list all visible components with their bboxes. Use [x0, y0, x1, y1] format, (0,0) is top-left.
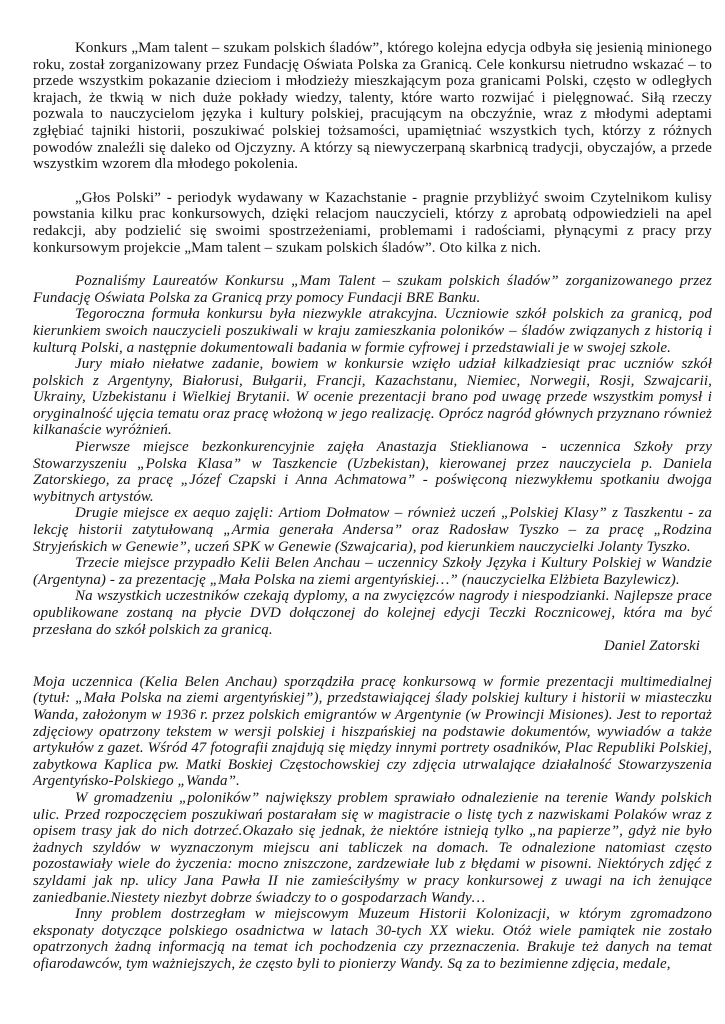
paragraph-first-place: Pierwsze miejsce bezkonkurencyjnie zajęła Anastazja Stieklianowa - uczennica Szkoły przy Stowarzyszeniu „Polska Klasa” w Taszkencie (Uzbekistan), kierowanej przez nauczyciela p. Daniela Zatorskiego, za pracę „Józef Czapski i Anna Achmatowa” - poświęconą niezwykłemu spotkaniu dwojga wybitnych artystów. [33, 439, 712, 505]
paragraph-prizes: Na wszystkich uczestników czekają dyplomy, a na zwycięzców nagrody i niespodzianki. Najlepsze prace opublikowane zostaną na płycie DVD dołączonej do kolejnej edycji Teczki Rocznicowej, która ma być przesłana do szkół polskich za granicą. [33, 588, 712, 638]
paragraph-intro: Konkurs „Mam talent – szukam polskich śladów”, którego kolejna edycja odbyła się jesienią minionego roku, został zorganizowany przez Fundację Oświata Polska za Granicą. Cele konkursu nietrudno wskazać – to przede wszystkim pokazanie dzieciom i młodzieży mieszkającym poza granicami Polski, często w odległych krajach, że tkwią w nich duże pokłady wiedzy, talenty, które warto rozwijać i pielęgnować. Siłą rzeczy pozwala to nauczycielom języka i kultury polskiej, pracującym na obczyźnie, wraz z młodymi adeptami zgłębiać tajniki historii, poszukiwać polskiej tożsamości, upamiętniać wszystkich tych, którzy z różnych powodów znaleźli się daleko od Ojczyzny. A którzy są niewyczerpaną skarbnicą tradycji, obyczajów, a przede wszystkim wzorem dla młodego pokolenia. [33, 40, 712, 173]
paragraph-jury: Jury miało niełatwe zadanie, bowiem w konkursie wzięło udział kilkadziesiąt prac uczniów szkół polskich z Argentyny, Białorusi, Bułgarii, Francji, Kazachstanu, Niemiec, Norwegii, Rosji, Szwajcarii, Ukrainy, Uzbekistanu i Wielkiej Brytanii. W ocenie prezentacji brano pod uwagę przede wszystkim pomysł i oryginalność ujęcia tematu oraz pracę włożoną w jego realizację. Oprócz nagród głównych przyznano również kilkanaście wyróżnień. [33, 356, 712, 439]
paragraph-third-place: Trzecie miejsce przypadło Kelii Belen Anchau – uczennicy Szkoły Języka i Kultury Polskiej w Wandzie (Argentyna) - za prezentację „Mała Polska na ziemi argentyńskiej…” (nauczycielka Elżbieta Bazylewicz). [33, 555, 712, 588]
paragraph-street-search: W gromadzeniu „poloników” największy problem sprawiało odnalezienie na terenie Wandy polskich ulic. Przed rozpoczęciem poszukiwań postarałam się w magistracie o listę tych z nazwiskami Polaków wraz z opisem trasy jak do nich dotrzeć.Okazało się jednak, że niektóre istnieją tylko „na papierze”, gdyż nie było żadnych szyldów w wyznaczonym miejscu ani tabliczek na domach. Te odnalezione natomiast często pozostawiały wiele do życzenia: mocno zniszczone, zardzewiałe lub z błędami w pisowni. Niektórych zdjęć z szyldami jak np. ulicy Jana Pawła II nie zamieściłyśmy w pracy konkursowej z uwagi na ich żenujące zaniedbanie.Niestety niezbyt dobrze świadczy to o gospodarzach Wandy… [33, 789, 712, 906]
paragraph-museum: Inny problem dostrzegłam w miejscowym Muzeum Historii Kolonizacji, w którym zgromadzono eksponaty dotyczące polskiego osadnictwa w latach 30-tych XX wieku. Otóż wiele pamiątek nie zostało opatrzonych żadną informacją na temat ich pochodzenia czy przeznaczenia. Brakuje też danych na temat ofiarodawców, tym ważniejszych, że często byli to pionierzy Wandy. Są za to bezimienne zdjęcia, medale, [33, 906, 712, 972]
paragraph-student-work: Moja uczennica (Kelia Belen Anchau) sporządziła pracę konkursową w formie prezentacji multimedialnej (tytuł: „Mała Polska na ziemi argentyńskiej”), przedstawiającej ślady polskiej kultury i historii w miasteczku Wanda, założonym w 1936 r. przez polskich emigrantów w Argentynie (w Prowincji Misiones). Jest to reportaż zdjęciowy opatrzony tekstem w wersji polskiej i hiszpańskiej na podstawie dokumentów, wywiadów a także artykułów z gazet. Wśród 47 fotografii znajdują się między innymi portrety osadników, Plac Republiki Polskiej, zabytkowa Kaplica pw. Matki Boskiej Częstochowskiej czy zdjęcia utrwalające działalność Stowarzyszenia Argentyńsko-Polskiego „Wanda”. [33, 673, 712, 790]
paragraph-formula: Tegoroczna formuła konkursu była niezwykle atrakcyjna. Uczniowie szkół polskich za granicą, pod kierunkiem swoich nauczycieli poszukiwali w kraju zamieszkania poloników – śladów związanych z historią i kulturą Polski, a następnie dokumentowali badania w formie cyfrowej i przedstawiali je w swojej szkole. [33, 306, 712, 356]
paragraph-second-place: Drugie miejsce ex aequo zajęli: Artiom Dołmatow – również uczeń „Polskiej Klasy” z Taszkentu - za lekcję historii zatytułowaną „Armia generała Andersa” oraz Radosław Tyszko – za pracę „Rodzina Stryjeńskich w Genewie”, uczeń SPK w Genewie (Szwajcaria), pod kierunkiem nauczycielki Jolanty Tyszko. [33, 505, 712, 555]
paragraph-glos-polski: „Głos Polski” - periodyk wydawany w Kazachstanie - pragnie przybliżyć swoim Czytelnikom kulisy powstania kilku prac konkursowych, dzięki relacjom nauczycieli, którzy z aprobatą odpowiedzieli na apel redakcji, aby podzielić się swoimi spostrzeżeniami, problemami i radościami, płynącymi z pracy przy konkursowym projekcie „Mam talent – szukam polskich śladów”. Oto kilka z nich. [33, 189, 712, 256]
signature-daniel-zatorski: Daniel Zatorski [603, 638, 700, 655]
paragraph-laureates: Poznaliśmy Laureatów Konkursu „Mam Talent – szukam polskich śladów” zorganizowanego przez Fundację Oświata Polska za Granicą przy pomocy Fundacji BRE Banku. [33, 273, 712, 306]
